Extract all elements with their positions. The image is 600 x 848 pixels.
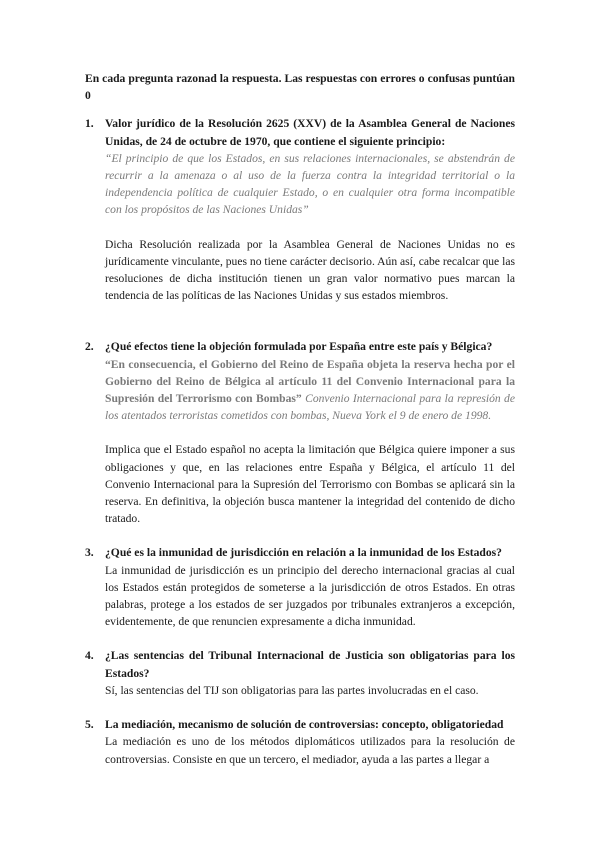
question-1 (85, 115, 515, 304)
question-text: ¿Qué efectos tiene la objeción formulada por España entre este país y Bélgica? (105, 340, 493, 354)
instructions: En cada pregunta razonad la respuesta. Las respuestas con errores o confusas puntúan 0 (85, 72, 515, 103)
question-number: 4. (85, 649, 94, 663)
answer-text: La mediación es uno de los métodos diplomáticos utilizados para la resolución de controversias. Consiste en que un tercero, el mediador, ayuda a las partes a llegar a (105, 735, 515, 766)
question-body (105, 647, 515, 699)
question-quote (105, 356, 515, 425)
question-number: 3. (85, 546, 94, 560)
document-page (85, 70, 515, 768)
question-4 (85, 647, 515, 699)
question-number: 2. (85, 340, 94, 354)
question-text: Valor jurídico de la Resolución 2625 (XXV) de la Asamblea General de Naciones Unidas, de 24 de octubre de 1970, que contiene el siguiente principio: (105, 117, 515, 148)
question-text: ¿Las sentencias del Tribunal Internacional de Justicia son obligatorias para los Estados? (105, 649, 515, 680)
question-number: 1. (85, 117, 94, 131)
question-text: ¿Qué es la inmunidad de jurisdicción en relación a la inmunidad de los Estados? (105, 546, 502, 560)
question-body (105, 544, 515, 630)
question-number: 5. (85, 718, 94, 732)
answer-text: Implica que el Estado español no acepta la limitación que Bélgica quiere imponer a sus obligaciones y que, en las relaciones entre España y Bélgica, el artículo 11 del Convenio Internacional para la Supresión del Terrorismo con Bombas se aplicará sin la reserva. En definitiva, la objeción busca mantener la integridad del contenido de dicho tratado. (105, 443, 515, 526)
question-3 (85, 544, 515, 630)
question-body (105, 115, 515, 304)
question-text: La mediación, mecanismo de solución de controversias: concepto, obligatoriedad (105, 718, 504, 732)
quote-bold-text: “En consecuencia, el Gobierno del Reino de España objeta la reserva hecha por el Gobierno del Reino de Bélgica al artículo 11 del Convenio Internacional para la Supresión del Terrorismo con Bombas” (105, 357, 515, 406)
question-quote: “El principio de que los Estados, en sus relaciones internacionales, se abstendrán de recurrir a la amenaza o al uso de la fuerza contra la integridad territorial o la independencia política de cualquier Estado, o en cualquier otra forma incompatible con los propósitos de las Naciones Unidas” (105, 151, 515, 217)
question-body (105, 338, 515, 527)
answer-text: Sí, las sentencias del TIJ son obligatorias para las partes involucradas en el caso. (105, 683, 479, 697)
quote-citation: Convenio Internacional para la represión de los atentados terroristas cometidos con bombas, Nueva York el 9 de enero de 1998. (105, 392, 515, 423)
question-2 (85, 338, 515, 527)
answer-text: La inmunidad de jurisdicción es un principio del derecho internacional gracias al cual los Estados están protegidos de someterse a la jurisdicción de otros Estados. En otras palabras, protege a los estados de ser juzgados por tribunales extranjeros a excepción, evidentemente, de que renuncien expresamente a dicha inmunidad. (105, 563, 515, 629)
answer-text: Dicha Resolución realizada por la Asamblea General de Naciones Unidas no es jurídicamente vinculante, pues no tiene carácter decisorio. Aún así, cabe recalcar que las resoluciones de dicha institución tienen un gran valor normativo pues marcan la tendencia de las políticas de las Naciones Unidas y sus estados miembros. (105, 237, 515, 303)
question-5 (85, 716, 515, 768)
question-body (105, 716, 515, 768)
